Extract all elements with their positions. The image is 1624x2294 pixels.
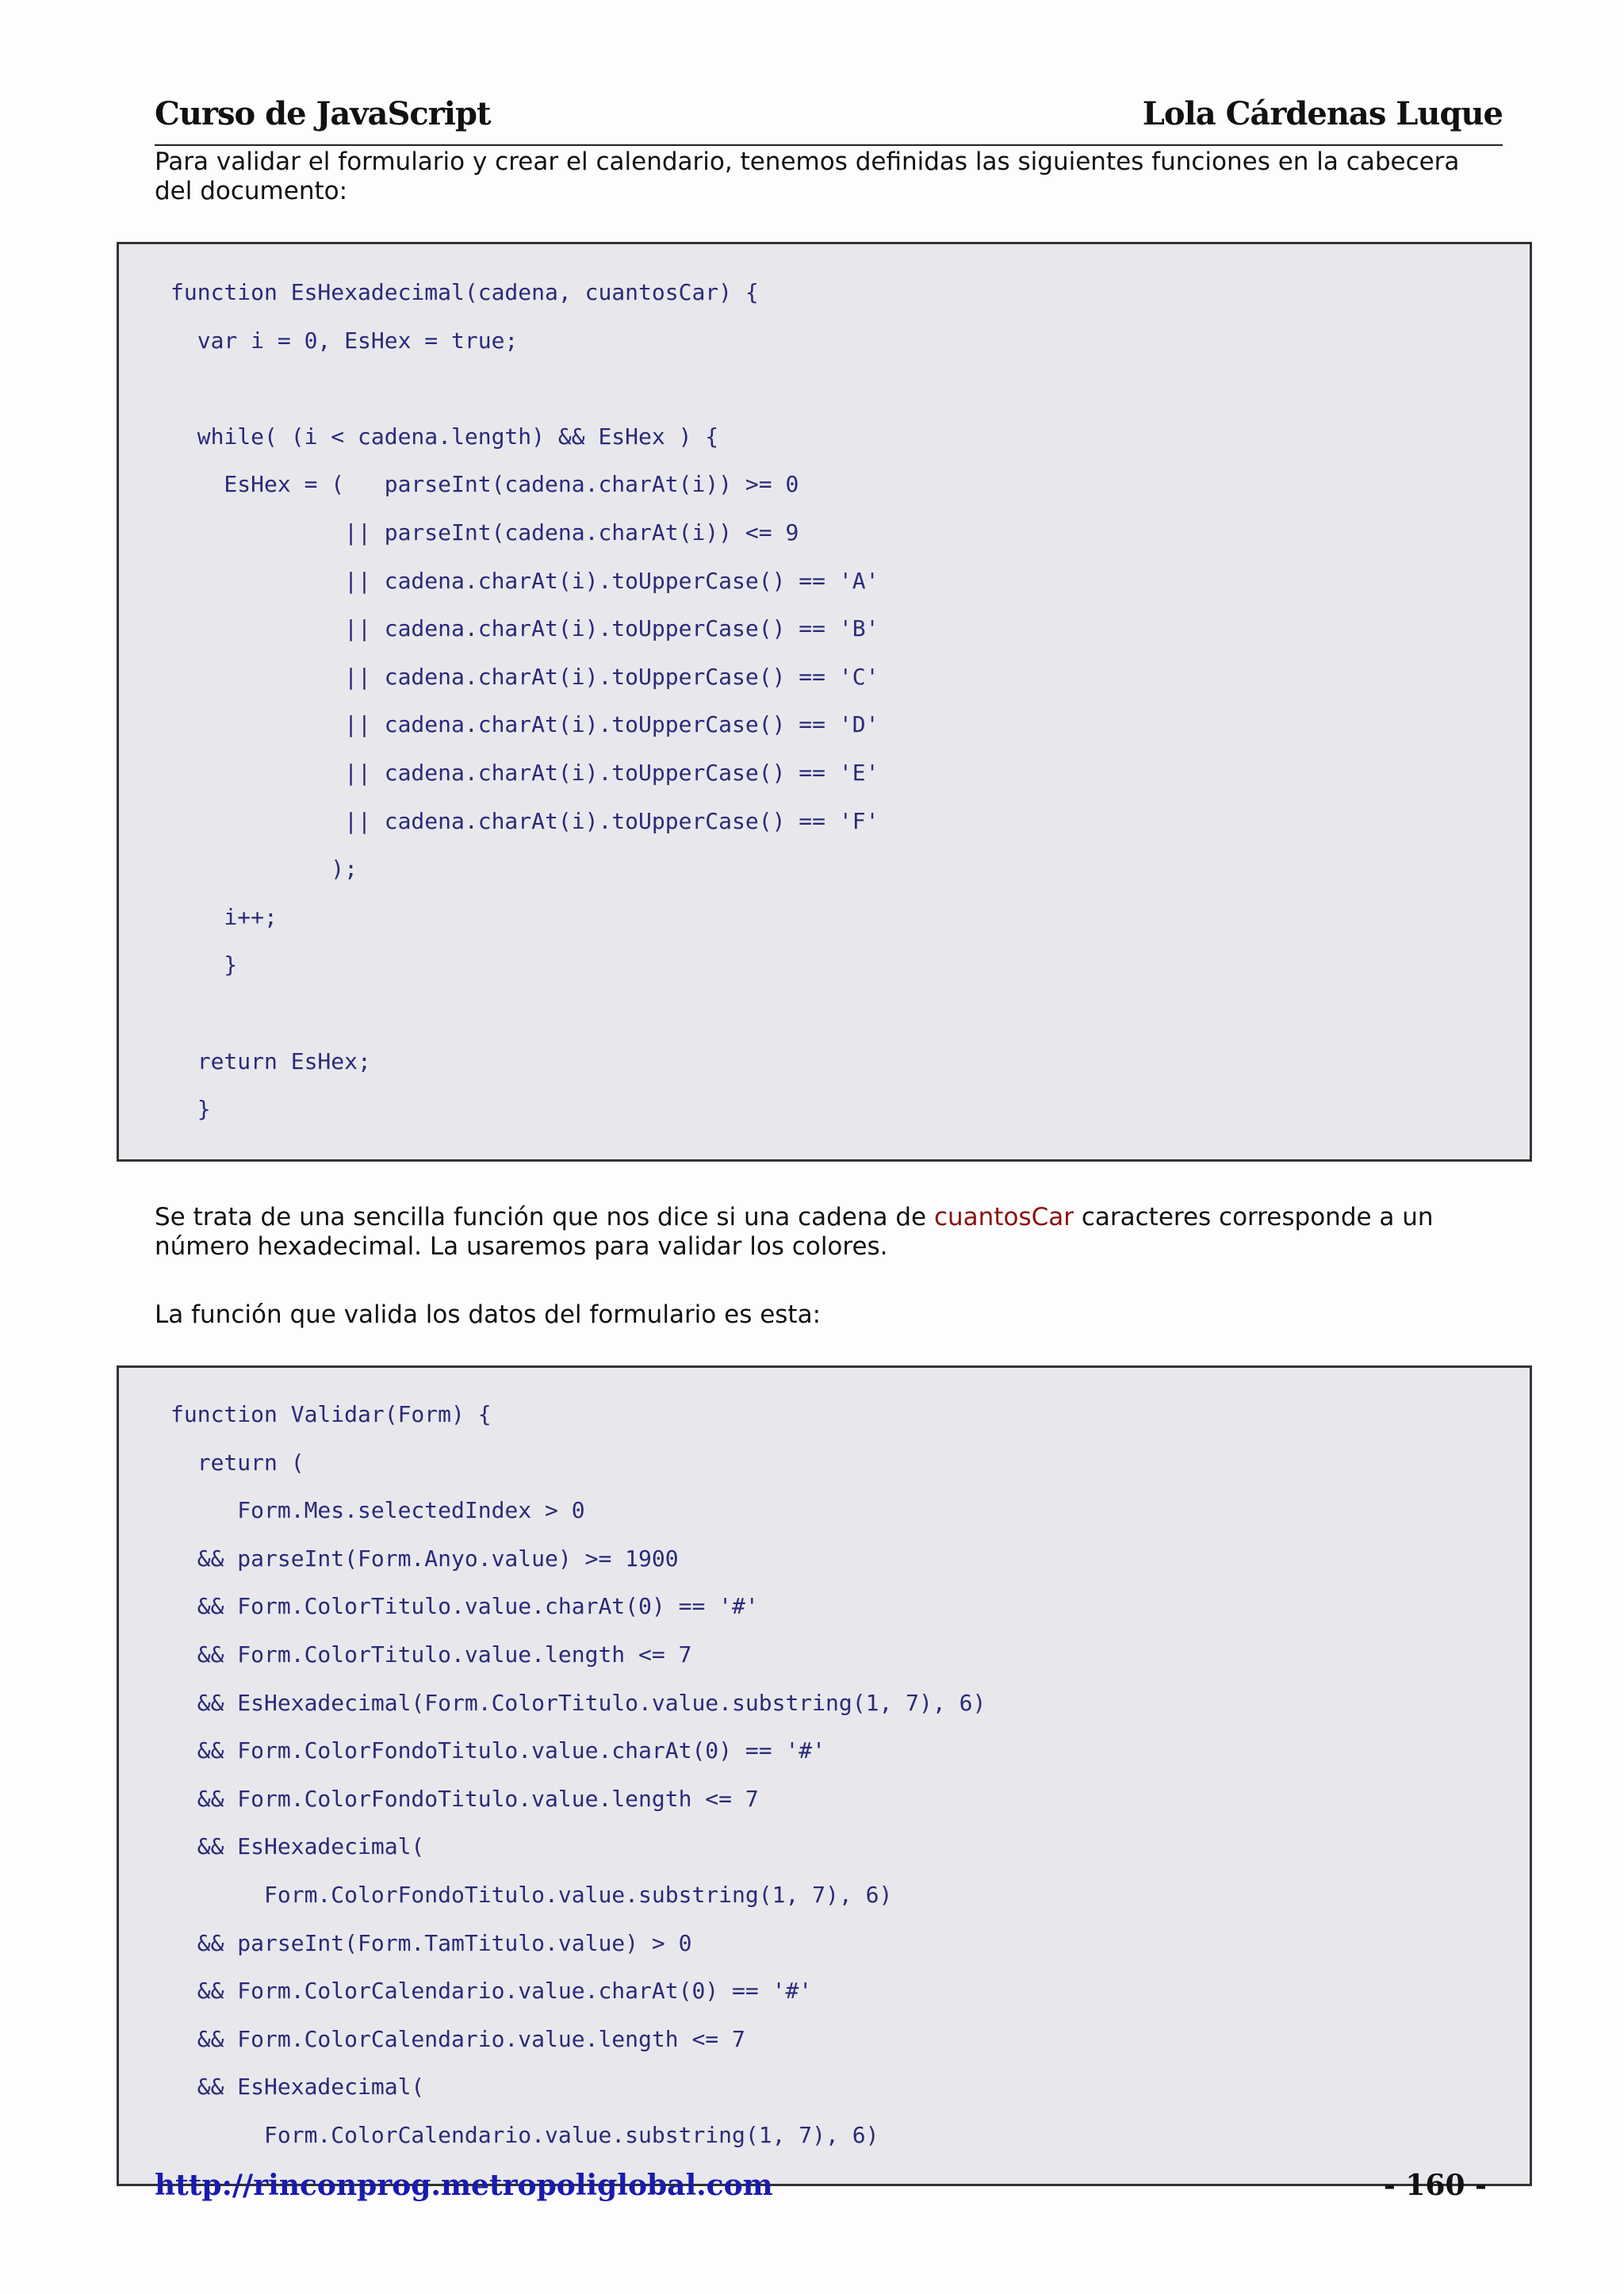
- code-line: Form.ColorFondoTitulo.value.substring(1, 7), 6): [170, 1882, 893, 1908]
- code-line: || parseInt(cadena.charAt(i)) <= 9: [170, 519, 799, 546]
- code-line: i++;: [170, 903, 278, 930]
- code-line: || cadena.charAt(i).toUpperCase() == 'B': [170, 615, 879, 642]
- document-title: Curso de JavaScript: [155, 95, 491, 132]
- code-line: Form.Mes.selectedIndex > 0: [170, 1497, 585, 1524]
- code-line: || cadena.charAt(i).toUpperCase() == 'C': [170, 663, 879, 690]
- code-line: && Form.ColorTitulo.value.length <= 7: [170, 1641, 692, 1668]
- code-line: while( (i < cadena.length) && EsHex ) {: [170, 423, 719, 450]
- code-line: && EsHexadecimal(Form.ColorTitulo.value.substring(1, 7), 6): [170, 1689, 986, 1716]
- page-footer: [155, 2169, 1503, 2208]
- code-line: && Form.ColorFondoTitulo.value.length <= 7: [170, 1785, 759, 1812]
- explanation-text-start: Se trata de una sencilla función que nos dice si una cadena de: [155, 1203, 934, 1231]
- code-line: && EsHexadecimal(: [170, 1833, 425, 1860]
- code-line: function EsHexadecimal(cadena, cuantosCar) {: [170, 279, 759, 305]
- explanation-paragraph: [155, 1203, 1503, 1262]
- document-author: Lola Cárdenas Luque: [1142, 95, 1503, 132]
- highlighted-identifier: cuantosCar: [933, 1203, 1074, 1231]
- footer-url-link[interactable]: http://rinconprog.metropoliglobal.com: [155, 2169, 773, 2202]
- code-block-validar: [117, 1365, 1532, 2186]
- code-line: EsHex = ( parseInt(cadena.charAt(i)) >= 0: [170, 471, 799, 498]
- code-line: && EsHexadecimal(: [170, 2074, 425, 2101]
- code-line: || cadena.charAt(i).toUpperCase() == 'D': [170, 711, 879, 738]
- explanation-text-end: caracteres corresponde a un número hexadecimal. La usaremos para validar los colores.: [155, 1203, 1434, 1261]
- code-line: || cadena.charAt(i).toUpperCase() == 'F': [170, 807, 879, 834]
- code-line: && Form.ColorCalendario.value.charAt(0) == '#': [170, 1978, 813, 2005]
- code-line: function Validar(Form) {: [170, 1401, 492, 1427]
- intro-paragraph: Para validar el formulario y crear el calendario, tenemos definidas las siguientes funciones en la cabecera del documento:: [155, 147, 1460, 205]
- code-line: }: [170, 1096, 211, 1123]
- page-header: [155, 95, 1503, 146]
- code-line: Form.ColorCalendario.value.substring(1, 7), 6): [170, 2122, 879, 2148]
- code-line: return EsHex;: [170, 1047, 371, 1074]
- code-line: && Form.ColorTitulo.value.charAt(0) == '#': [170, 1593, 759, 1620]
- code-line: || cadena.charAt(i).toUpperCase() == 'A': [170, 567, 879, 594]
- page-number: - 160 -: [1383, 2169, 1487, 2202]
- code-line: && parseInt(Form.TamTitulo.value) > 0: [170, 1929, 692, 1956]
- code-line: && parseInt(Form.Anyo.value) >= 1900: [170, 1545, 679, 1572]
- code-line: );: [170, 856, 358, 883]
- code-line: }: [170, 952, 238, 978]
- validation-intro-paragraph: La función que valida los datos del formulario es esta:: [155, 1300, 822, 1329]
- code-line: return (: [170, 1449, 304, 1476]
- code-line: && Form.ColorCalendario.value.length <= 7: [170, 2025, 745, 2052]
- code-line: var i = 0, EsHex = true;: [170, 327, 519, 354]
- code-block-eshexadecimal: [117, 242, 1532, 1162]
- code-line: && Form.ColorFondoTitulo.value.charAt(0) == '#': [170, 1737, 826, 1764]
- code-line: || cadena.charAt(i).toUpperCase() == 'E': [170, 760, 879, 786]
